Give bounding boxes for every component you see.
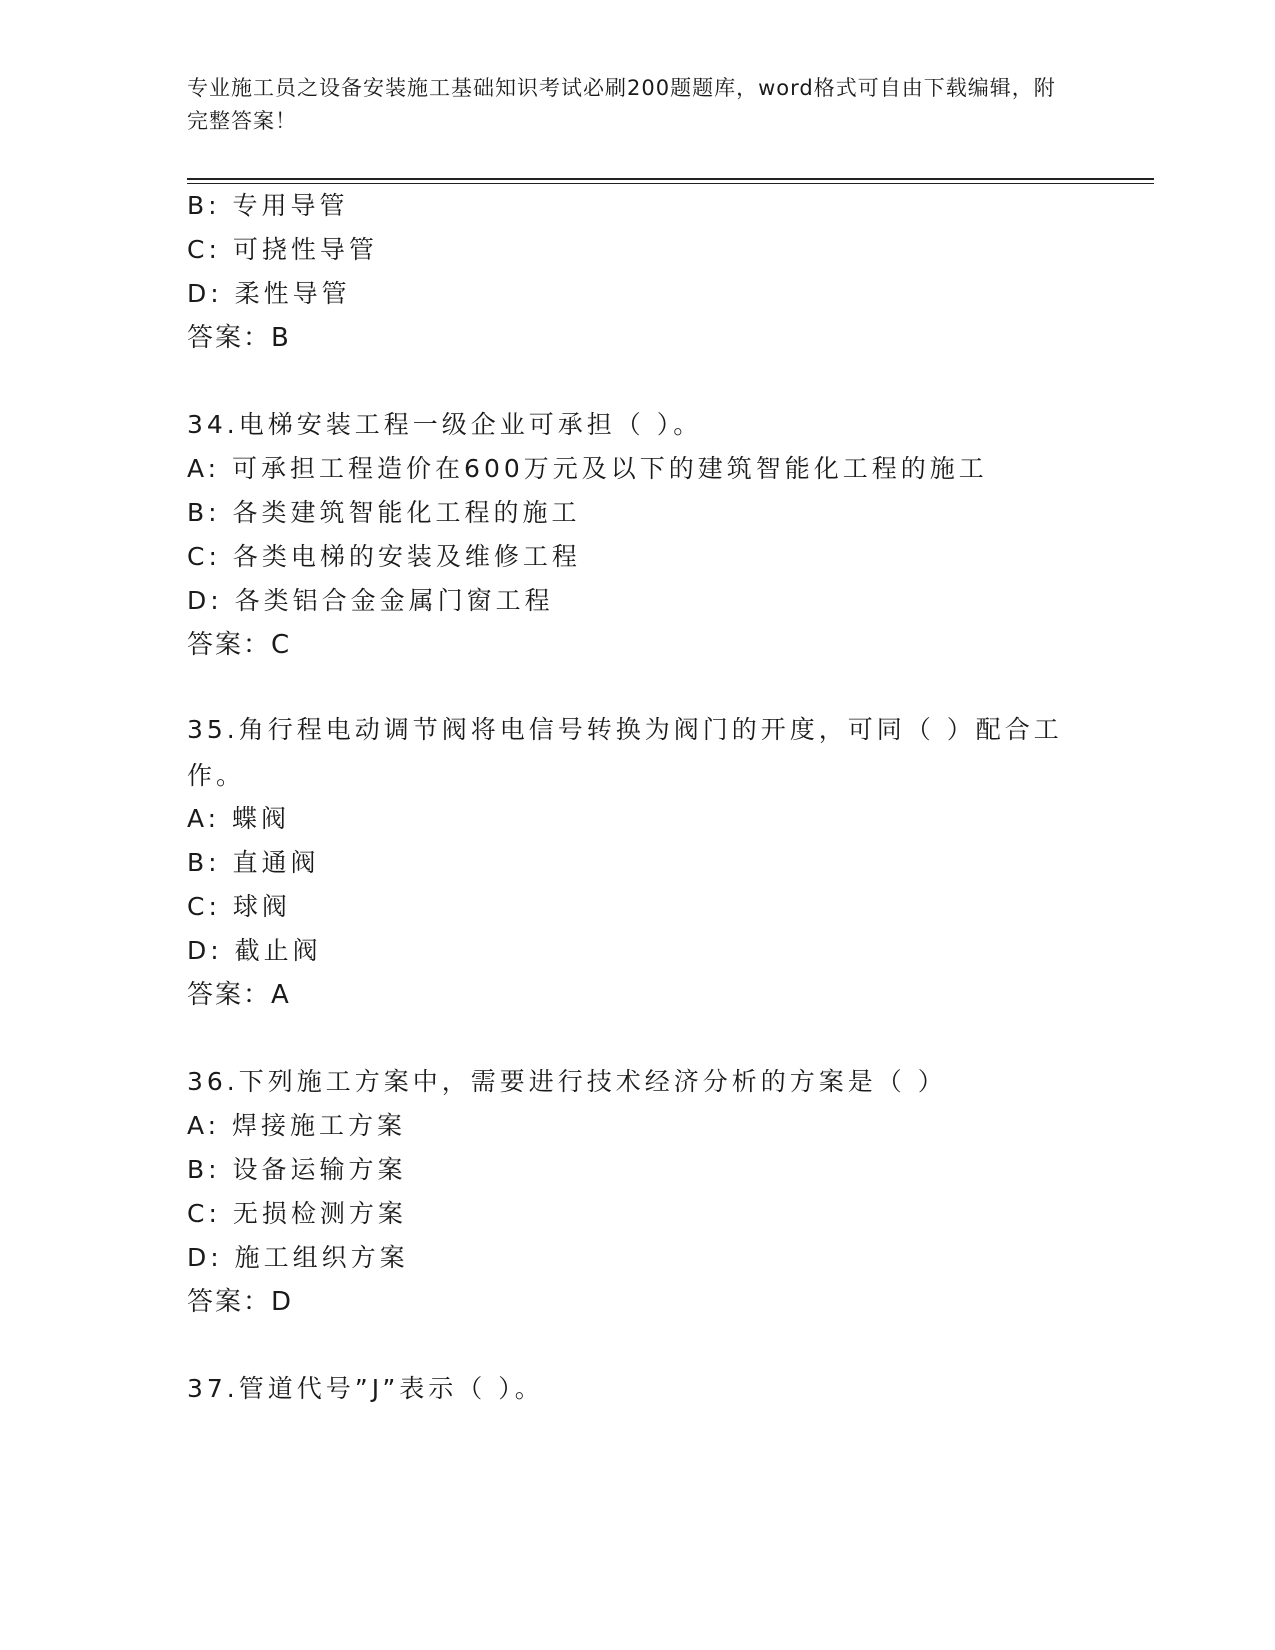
q36-question: 36.下列施工方案中，需要进行技术经济分析的方案是（ ） bbox=[187, 1067, 947, 1096]
q36-option-d: D: 施工组织方案 bbox=[187, 1243, 409, 1272]
q34-option-d: D: 各类铝合金金属门窗工程 bbox=[187, 586, 554, 615]
q33-option-d: D: 柔性导管 bbox=[187, 279, 351, 308]
q35-option-c: C: 球阀 bbox=[187, 892, 291, 921]
q33-answer: 答案：B bbox=[187, 323, 291, 353]
header-divider-thick bbox=[187, 178, 1154, 180]
q36-option-a: A: 焊接施工方案 bbox=[187, 1111, 407, 1140]
q33-option-c: C: 可挠性导管 bbox=[187, 235, 378, 264]
q35-question: 35.角行程电动调节阀将电信号转换为阀门的开度，可同（ ）配合工作。 bbox=[187, 715, 1063, 790]
q33-option-b: B: 专用导管 bbox=[187, 191, 349, 220]
q36-answer: 答案：D bbox=[187, 1287, 294, 1317]
q34-option-b: B: 各类建筑智能化工程的施工 bbox=[187, 498, 581, 527]
q35-option-a: A: 蝶阀 bbox=[187, 804, 291, 833]
q37-question: 37.管道代号”J”表示（ ）。 bbox=[187, 1374, 544, 1403]
q36-option-c: C: 无损检测方案 bbox=[187, 1199, 407, 1228]
q34-option-a: A: 可承担工程造价在600万元及以下的建筑智能化工程的施工 bbox=[187, 454, 988, 483]
q35-answer: 答案：A bbox=[187, 980, 291, 1010]
q35-option-d: D: 截止阀 bbox=[187, 936, 322, 965]
q34-answer: 答案：C bbox=[187, 630, 292, 660]
q34-question: 34.电梯安装工程一级企业可承担（ ）。 bbox=[187, 410, 703, 439]
q34-option-c: C: 各类电梯的安装及维修工程 bbox=[187, 542, 581, 571]
header-divider-thin bbox=[187, 183, 1154, 184]
q36-option-b: B: 设备运输方案 bbox=[187, 1155, 407, 1184]
q35-option-b: B: 直通阀 bbox=[187, 848, 320, 877]
document-header: 专业施工员之设备安装施工基础知识考试必刷200题题库，word格式可自由下载编辑，附完整答案！ bbox=[187, 76, 1056, 133]
